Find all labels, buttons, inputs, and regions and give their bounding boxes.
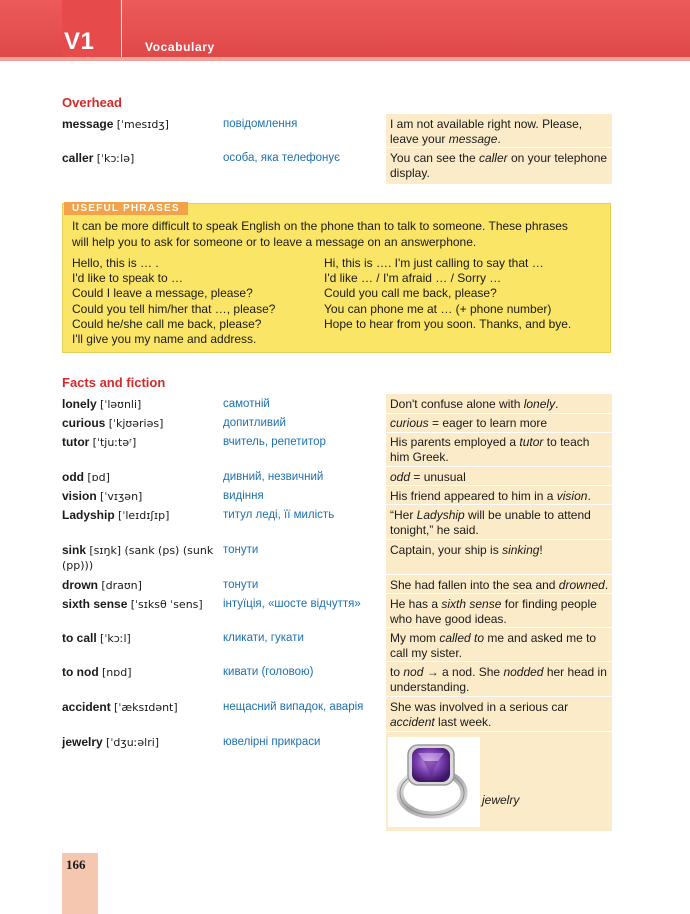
word-ipa: [ˈsɪksθ ˈsens] — [130, 598, 203, 611]
example-sentence — [390, 543, 612, 558]
example-italic: curious — [390, 416, 429, 430]
word-term: caller — [62, 151, 94, 165]
example-sentence — [390, 578, 612, 593]
word-translation: кивати (головою) — [223, 666, 314, 678]
phrase-left: Could I leave a message, please? — [72, 286, 253, 301]
example-line — [390, 665, 612, 680]
word-translation: кликати, гукати — [223, 632, 304, 644]
word-ipa: [nɒd] — [102, 666, 132, 679]
example-italic: caller — [478, 151, 508, 165]
vocab-word — [62, 543, 220, 573]
example-text: . — [497, 132, 501, 146]
example-sentence — [390, 416, 612, 431]
example-line — [390, 397, 612, 412]
example-sentence — [390, 665, 612, 695]
example-text: “Her — [390, 508, 417, 522]
word-ipa: [ˈvɪʒən] — [100, 490, 143, 503]
example-italic: odd — [390, 470, 411, 484]
word-term: tutor — [62, 435, 90, 449]
header-underline — [0, 57, 690, 61]
example-line — [390, 450, 612, 465]
example-text: My mom — [390, 631, 440, 645]
example-text: for finding people — [501, 597, 597, 611]
word-ipa: [ˈdʒuːəlri] — [106, 736, 160, 749]
vocab-word — [62, 435, 220, 450]
row-divider — [386, 574, 612, 575]
phrase-left: Hello, this is … . — [72, 256, 159, 270]
vocab-word — [62, 597, 220, 612]
example-sentence — [390, 489, 612, 504]
word-term: to nod — [62, 665, 99, 679]
example-line — [390, 470, 612, 485]
vocab-word — [62, 665, 220, 680]
example-text: → a nod. She — [423, 665, 504, 679]
word-ipa: [ˈkɔːl] — [100, 632, 131, 645]
row-divider — [386, 485, 612, 486]
example-line — [390, 489, 612, 504]
unit-code: V1 — [64, 28, 95, 55]
word-translation: повідомлення — [223, 118, 298, 130]
vocab-word — [62, 631, 220, 646]
example-sentence — [390, 151, 612, 181]
phrase-left: Could you tell him/her that …, please? — [72, 301, 276, 316]
word-term: Ladyship — [62, 508, 115, 522]
example-sentence — [390, 397, 612, 412]
intro-line-1: It can be more difficult to speak English on the phone than to talk to someone. These phrases — [72, 219, 568, 233]
example-text: I am not available right now. Please, — [390, 117, 583, 131]
row-divider — [386, 504, 612, 505]
vocab-word — [62, 151, 220, 166]
vocab-word — [62, 470, 220, 485]
example-text: leave your — [390, 132, 449, 146]
example-text: last week. — [434, 715, 492, 729]
example-text: She was involved in a serious car — [390, 700, 569, 714]
vocab-word — [62, 735, 220, 750]
page-number: 166 — [66, 857, 86, 872]
word-translation: допитливий — [223, 417, 286, 429]
row-divider — [386, 593, 612, 594]
example-line — [390, 578, 612, 593]
example-line — [390, 612, 612, 627]
example-line — [390, 543, 612, 558]
example-italic: drowned — [558, 578, 605, 592]
example-text: will be unable to attend — [464, 508, 591, 522]
vocab-word — [62, 397, 220, 412]
word-translation: самотній — [223, 398, 270, 410]
example-line — [390, 151, 612, 166]
phrase-left: I'd like to speak to … — [72, 271, 184, 286]
vocab-word — [62, 489, 220, 504]
word-term: sixth sense — [62, 597, 128, 611]
useful-phrases-label: USEFUL PHRASES — [72, 203, 180, 214]
word-ipa: [draʊn] — [101, 579, 142, 592]
example-text: . — [604, 578, 609, 592]
example-text: him Greek. — [390, 450, 449, 464]
example-italic: called to — [439, 631, 485, 645]
example-sentence — [390, 117, 612, 147]
useful-phrases-intro — [72, 218, 608, 250]
vocab-word — [62, 117, 220, 132]
word-ipa: [sɪŋk] — [89, 544, 122, 557]
facts-title: Facts and fiction — [62, 375, 166, 390]
example-text: . — [555, 397, 559, 411]
ring-icon — [388, 737, 480, 827]
example-line — [390, 646, 612, 661]
example-text: display. — [390, 166, 430, 180]
example-text: . — [587, 489, 591, 503]
word-ipa: [ˈæksɪdənt] — [114, 701, 178, 714]
example-italic: message — [448, 132, 498, 146]
word-translation: ювелірні прикраси — [223, 736, 321, 748]
example-italic: nodded — [503, 665, 544, 679]
example-text: = unusual — [410, 470, 466, 484]
example-line — [390, 508, 612, 523]
word-ipa: [ˈmesɪdʒ] — [116, 118, 169, 131]
word-ipa: [ˈkjʊəriəs] — [108, 417, 164, 430]
example-text: on your telephone — [507, 151, 608, 165]
example-line — [390, 132, 612, 147]
phrase-right: Hi, this is …. I'm just calling to say that … — [324, 256, 544, 270]
example-line — [390, 166, 612, 181]
word-term: vision — [62, 489, 97, 503]
example-text: to — [390, 665, 404, 679]
word-term: message — [62, 117, 114, 131]
header-separator — [121, 0, 122, 57]
example-line — [390, 597, 612, 612]
word-term: accident — [62, 700, 111, 714]
word-ipa: [ɒd] — [87, 471, 110, 484]
phrase-right: You can phone me at … (+ phone number) — [324, 301, 552, 316]
example-italic: sixth sense — [441, 597, 502, 611]
word-forms: (sank (ps) (sunk — [124, 544, 214, 557]
example-italic: tutor — [519, 435, 544, 449]
phrase-right: Hope to hear from you soon. Thanks, and bye. — [324, 316, 572, 331]
word-term: odd — [62, 470, 84, 484]
example-sentence — [390, 508, 612, 538]
row-divider — [386, 466, 612, 467]
example-italic: sinking — [502, 543, 540, 557]
vocab-word — [62, 416, 220, 431]
example-text: me and asked me to — [484, 631, 597, 645]
example-line — [390, 631, 612, 646]
example-text: who have good ideas. — [390, 612, 507, 626]
word-translation: дивний, незвичний — [223, 471, 324, 483]
example-italic: accident — [390, 715, 435, 729]
example-text: to teach — [543, 435, 590, 449]
example-italic: Ladyship — [416, 508, 465, 522]
example-text: His friend appeared to him in a — [390, 489, 557, 503]
word-term: lonely — [62, 397, 97, 411]
phrase-left: Could he/she call me back, please? — [72, 316, 262, 331]
intro-line-2: will help you to ask for someone or to leave a message on an answerphone. — [72, 235, 477, 249]
word-translation: тонути — [223, 544, 259, 556]
example-text: He has a — [390, 597, 442, 611]
word-translation: видіння — [223, 490, 264, 502]
row-divider — [386, 661, 612, 662]
word-term: sink — [62, 543, 87, 557]
section-heading: Vocabulary — [145, 40, 215, 54]
phrase-right: Could you call me back, please? — [324, 286, 497, 301]
example-text: You can see the — [390, 151, 479, 165]
row-divider — [386, 413, 612, 414]
word-term: curious — [62, 416, 106, 430]
example-line — [390, 715, 612, 730]
jewelry-caption: jewelry — [482, 793, 520, 807]
word-term: drown — [62, 578, 98, 592]
row-divider — [386, 539, 612, 540]
jewelry-image — [388, 737, 480, 827]
phrase-left: I'll give you my name and address. — [72, 332, 257, 346]
overhead-title: Overhead — [62, 95, 122, 110]
example-text: Don't confuse alone with — [390, 397, 524, 411]
example-sentence — [390, 435, 612, 465]
example-italic: lonely — [523, 397, 556, 411]
vocab-word — [62, 578, 220, 593]
word-term: to call — [62, 631, 97, 645]
phrase-right: I'd like … / I'm afraid … / Sorry … — [324, 271, 502, 286]
example-line — [390, 523, 612, 538]
example-italic: vision — [556, 489, 588, 503]
word-term: jewelry — [62, 735, 103, 749]
example-text: call my sister. — [390, 646, 463, 660]
example-italic: nod — [403, 665, 424, 679]
example-text: her head in — [543, 665, 607, 679]
example-text: His parents employed a — [390, 435, 520, 449]
vocab-word — [62, 508, 220, 523]
example-sentence — [390, 597, 612, 627]
row-divider — [386, 627, 612, 628]
example-text: Captain, your ship is — [390, 543, 503, 557]
example-line — [390, 435, 612, 450]
word-translation: інтуїція, «шосте відчуття» — [223, 598, 361, 610]
word-translation: титул леді, її милість — [223, 509, 335, 521]
example-line — [390, 680, 612, 695]
row-divider — [386, 696, 612, 697]
word-ipa: [ˈkɔːlə] — [96, 152, 135, 165]
word-ipa: [ˈtjuːtəʳ] — [92, 436, 137, 449]
word-translation: нещасний випадок, аварія — [223, 701, 364, 713]
word-translation: тонути — [223, 579, 259, 591]
word-ipa: [ˈləʊnli] — [100, 398, 142, 411]
vocab-word — [62, 700, 220, 715]
row-divider — [386, 731, 612, 732]
word-translation: особа, яка телефонує — [223, 152, 340, 164]
example-text: ! — [539, 543, 543, 557]
example-sentence — [390, 470, 612, 485]
word-translation: вчитель, репетитор — [223, 436, 326, 448]
example-text: tonight,” he said. — [390, 523, 479, 537]
row-divider — [386, 432, 612, 433]
example-text: understanding. — [390, 680, 470, 694]
example-line — [390, 700, 612, 715]
example-line — [390, 416, 612, 431]
row-divider — [386, 147, 612, 148]
example-line — [390, 117, 612, 132]
example-sentence — [390, 700, 612, 730]
example-sentence — [390, 631, 612, 661]
example-text: = eager to learn more — [428, 416, 548, 430]
example-text: She had fallen into the sea and — [390, 578, 559, 592]
word-forms-cont: (pp))) — [62, 559, 94, 572]
word-ipa: [ˈleɪdɪʃɪp] — [118, 509, 170, 522]
